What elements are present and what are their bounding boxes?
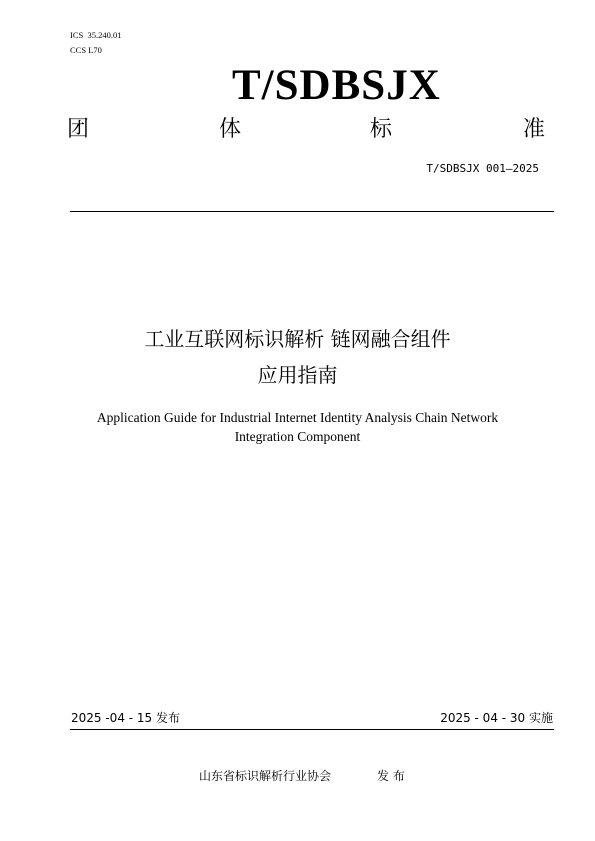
title-cn-line1: 工业互联网标识解析 链网融合组件 xyxy=(144,327,451,351)
publish-label: 发 布 xyxy=(377,769,405,783)
implement-date: 2025 - 04 - 30 实施 xyxy=(440,711,553,725)
ics-code: ICS 35.240.01 xyxy=(70,30,122,40)
title-en-line2: Integration Component xyxy=(234,429,361,444)
standard-type-char: 准 xyxy=(523,117,546,142)
bottom-divider xyxy=(70,729,554,730)
standard-type-char: 团 xyxy=(67,117,90,142)
standard-number: T/SDBSJX 001—2025 xyxy=(426,162,539,175)
title-en-line1: Application Guide for Industrial Internet Identity Analysis Chain Network xyxy=(96,410,499,425)
ccs-code: CCS L70 xyxy=(70,45,102,55)
issue-date: 2025 -04 - 15 发布 xyxy=(71,711,180,725)
standard-type-char: 体 xyxy=(219,117,242,142)
top-divider xyxy=(70,211,554,212)
publisher-name: 山东省标识解析行业协会 xyxy=(199,769,332,783)
brand-code: T/SDBSJX xyxy=(232,62,441,109)
title-cn-line2: 应用指南 xyxy=(257,363,338,387)
standard-type-char: 标 xyxy=(370,117,393,142)
